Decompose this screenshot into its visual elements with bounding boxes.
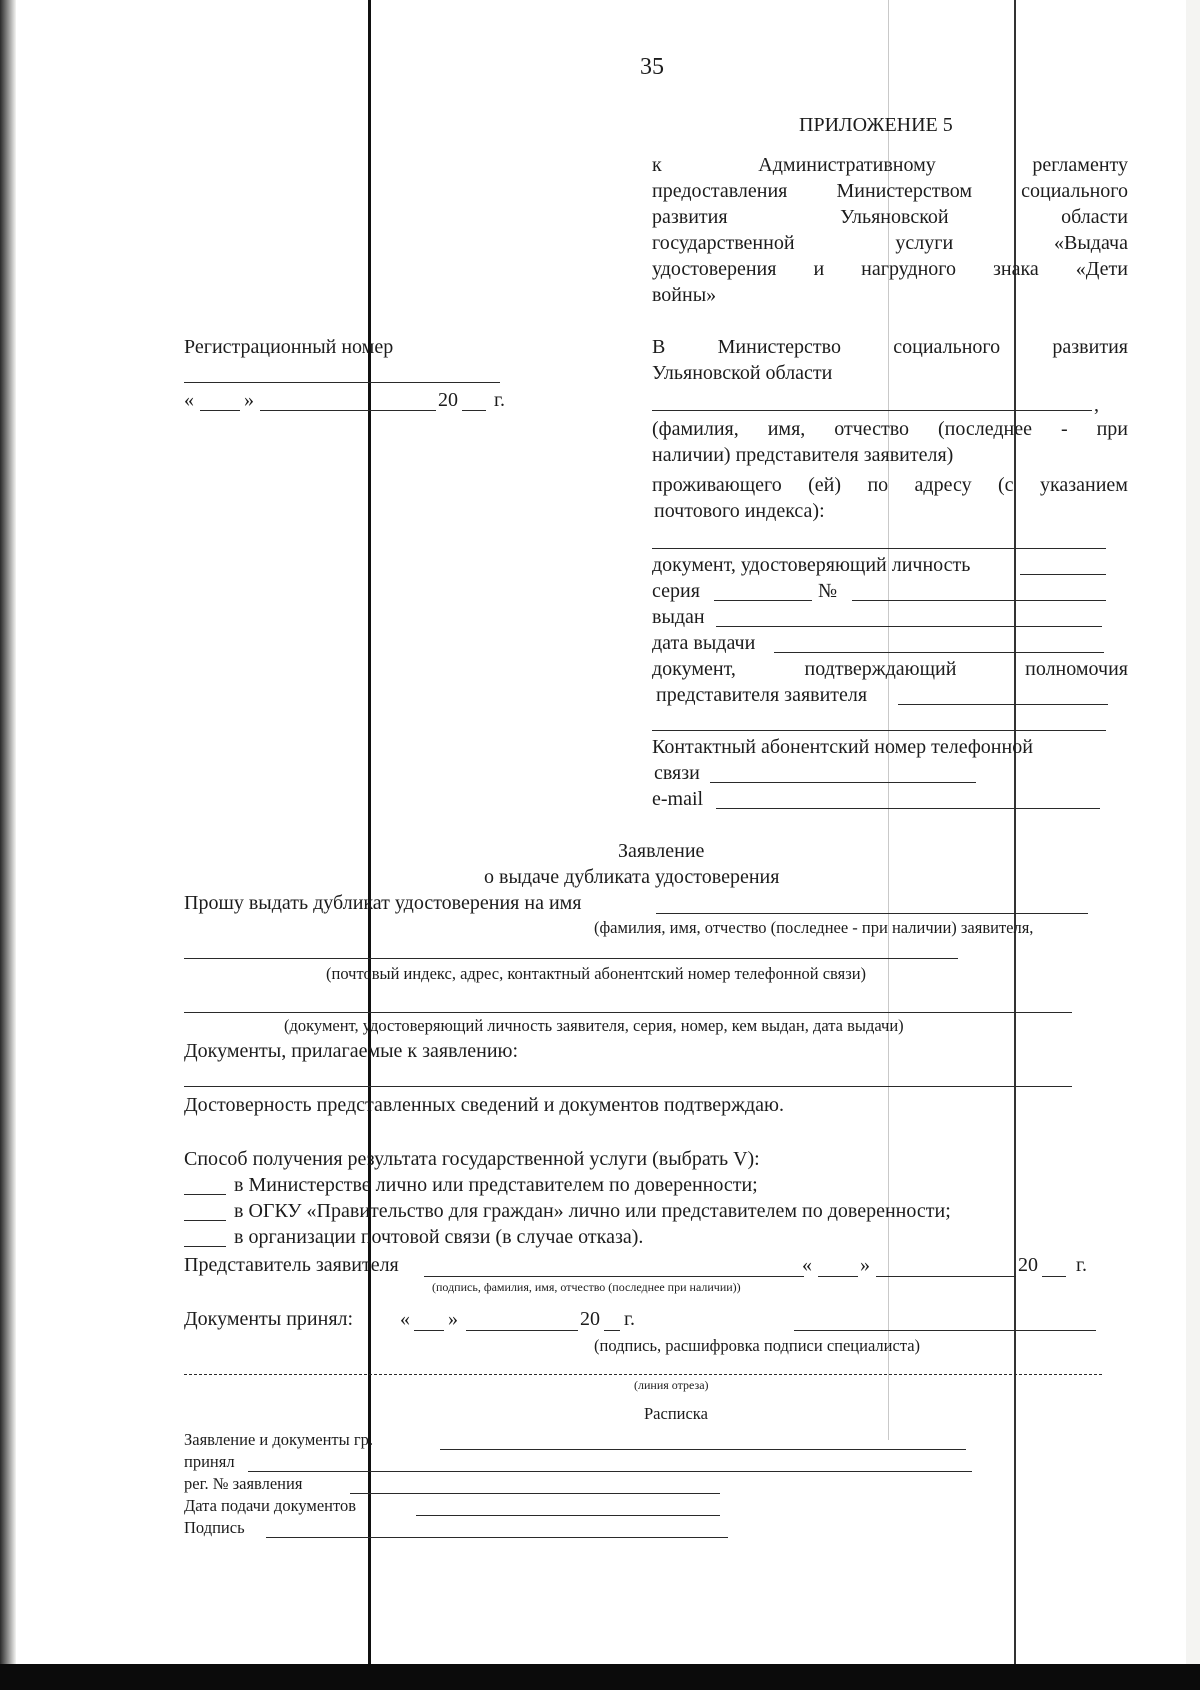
- appendix-line-1: к Административному регламенту: [652, 154, 1128, 176]
- receipt-field-5[interactable]: [266, 1537, 728, 1538]
- power-doc-line-2: представителя заявителя: [656, 684, 868, 706]
- confirm-text: Достоверность представленных сведений и документов подтверждаю.: [184, 1094, 784, 1116]
- statement-title: Заявление: [618, 840, 705, 862]
- power-doc-field-2[interactable]: [652, 730, 1106, 731]
- rep-hint: (подпись, фамилия, имя, отчество (последнее при наличии)): [432, 1280, 741, 1294]
- attached-label: Документы, прилагаемые к заявлению:: [184, 1040, 519, 1062]
- number-field[interactable]: [852, 600, 1106, 601]
- registration-month-field[interactable]: [260, 410, 436, 411]
- attached-field[interactable]: [184, 1086, 1072, 1087]
- rep-date-close: »: [860, 1254, 870, 1276]
- series-label: серия: [652, 580, 700, 602]
- appendix-line-4: государственной услуги «Выдача: [652, 232, 1128, 254]
- representative-signature-field[interactable]: [424, 1276, 804, 1277]
- receipt-field-1[interactable]: [440, 1449, 966, 1450]
- request-text: Прошу выдать дубликат удостоверения на имя: [184, 892, 582, 914]
- option-checkbox-2[interactable]: [184, 1220, 226, 1221]
- receipt-field-4[interactable]: [416, 1515, 720, 1516]
- option-label-2: в ОГКУ «Правительство для граждан» лично или представителем по доверенности;: [234, 1200, 951, 1222]
- accepted-month-field[interactable]: [466, 1330, 578, 1331]
- appendix-line-3: развития Ульяновской области: [652, 206, 1128, 228]
- id-doc-field[interactable]: [1020, 574, 1106, 575]
- receipt-field-3[interactable]: [350, 1493, 720, 1494]
- living-line-1: проживающего (ей) по адресу (с указанием: [652, 474, 1128, 496]
- receipt-line-4: Дата подачи документов: [184, 1496, 357, 1515]
- applicant-fio-comma: ,: [1094, 394, 1099, 416]
- fio-hint: (фамилия, имя, отчество (последнее - при наличии) заявителя,: [594, 918, 1034, 937]
- request-fio-field[interactable]: [656, 913, 1088, 914]
- receipt-line-1: Заявление и документы гр.: [184, 1430, 373, 1449]
- issued-label: выдан: [652, 606, 705, 628]
- scan-bottom-edge: [0, 1664, 1200, 1690]
- rep-day-field[interactable]: [818, 1276, 858, 1277]
- accepted-day-field[interactable]: [414, 1330, 444, 1331]
- appendix-line-2: предоставления Министерством социального: [652, 180, 1128, 202]
- fio-hint-line-2: наличии) представителя заявителя): [652, 444, 954, 466]
- receipt-field-2[interactable]: [248, 1471, 972, 1472]
- accepted-date-close: »: [448, 1308, 458, 1330]
- document-page: [16, 0, 1186, 1664]
- registration-number-field[interactable]: [184, 382, 500, 383]
- address-hint: (почтовый индекс, адрес, контактный абонентский номер телефонной связи): [326, 964, 867, 983]
- rep-year-prefix: 20: [1018, 1254, 1038, 1276]
- accepted-year-field[interactable]: [604, 1330, 620, 1331]
- registration-year-field[interactable]: [462, 410, 486, 411]
- address-field[interactable]: [652, 548, 1106, 549]
- method-title: Способ получения результата государственной услуги (выбрать V):: [184, 1148, 760, 1170]
- receipt-line-3: рег. № заявления: [184, 1474, 303, 1493]
- rep-year-suffix: г.: [1076, 1254, 1087, 1276]
- living-line-2: почтового индекса):: [654, 500, 825, 522]
- receipt-line-5: Подпись: [184, 1518, 245, 1537]
- cut-line-hint: (линия отреза): [634, 1378, 709, 1392]
- issued-field[interactable]: [716, 626, 1102, 627]
- phone-label-2: связи: [654, 762, 700, 784]
- power-doc-line-1: документ, подтверждающий полномочия: [652, 658, 1128, 680]
- accepted-year-prefix: 20: [580, 1308, 600, 1330]
- page-number: 35: [640, 54, 664, 80]
- document-line-field[interactable]: [184, 1012, 1072, 1013]
- registration-date-open: «: [184, 389, 194, 411]
- representative-label: Представитель заявителя: [184, 1254, 399, 1276]
- rep-year-field[interactable]: [1042, 1276, 1066, 1277]
- accepted-hint: (подпись, расшифровка подписи специалиста): [594, 1336, 921, 1355]
- option-label-1: в Министерстве лично или представителем по доверенности;: [234, 1174, 758, 1196]
- power-doc-field[interactable]: [898, 704, 1108, 705]
- scan-left-edge: [0, 0, 16, 1664]
- issue-date-label: дата выдачи: [652, 632, 756, 654]
- receipt-line-2: принял: [184, 1452, 235, 1471]
- rep-month-field[interactable]: [876, 1276, 1016, 1277]
- addressee-to-line-2: Ульяновской области: [652, 362, 833, 384]
- registration-label: Регистрационный номер: [184, 336, 394, 358]
- registration-year-suffix: г.: [494, 389, 505, 411]
- appendix-title: ПРИЛОЖЕНИЕ 5: [799, 114, 953, 136]
- statement-subtitle: о выдаче дубликата удостоверения: [484, 866, 780, 888]
- accepted-signature-field[interactable]: [794, 1330, 1096, 1331]
- scan-artifact-line: [368, 0, 371, 1664]
- phone-label: Контактный абонентский номер телефонной: [652, 736, 1033, 758]
- email-label: e-mail: [652, 788, 704, 810]
- option-checkbox-3[interactable]: [184, 1246, 226, 1247]
- accepted-date-open: «: [400, 1308, 410, 1330]
- number-sign: №: [818, 580, 838, 602]
- address-line-field[interactable]: [184, 958, 958, 959]
- phone-field[interactable]: [710, 782, 976, 783]
- registration-date-close: »: [244, 389, 254, 411]
- appendix-last-line: войны»: [652, 284, 717, 306]
- series-field[interactable]: [714, 600, 812, 601]
- fio-hint-line-1: (фамилия, имя, отчество (последнее - при: [652, 418, 1128, 440]
- document-hint: (документ, удостоверяющий личность заявителя, серия, номер, кем выдан, дата выдачи): [284, 1016, 904, 1035]
- option-checkbox-1[interactable]: [184, 1194, 226, 1195]
- accepted-label: Документы принял:: [184, 1308, 354, 1330]
- email-field[interactable]: [716, 808, 1100, 809]
- cut-line: [184, 1374, 1102, 1375]
- rep-date-open: «: [802, 1254, 812, 1276]
- accepted-year-suffix: г.: [624, 1308, 635, 1330]
- registration-day-field[interactable]: [200, 410, 240, 411]
- option-label-3: в организации почтовой связи (в случае отказа).: [234, 1226, 644, 1248]
- issue-date-field[interactable]: [774, 652, 1104, 653]
- id-doc-label: документ, удостоверяющий личность: [652, 554, 971, 576]
- receipt-title: Расписка: [644, 1404, 708, 1423]
- appendix-line-5: удостоверения и нагрудного знака «Дети: [652, 258, 1128, 280]
- applicant-fio-field[interactable]: [652, 410, 1092, 411]
- addressee-to-line: В Министерство социального развития: [652, 336, 1128, 358]
- registration-year-prefix: 20: [438, 389, 458, 411]
